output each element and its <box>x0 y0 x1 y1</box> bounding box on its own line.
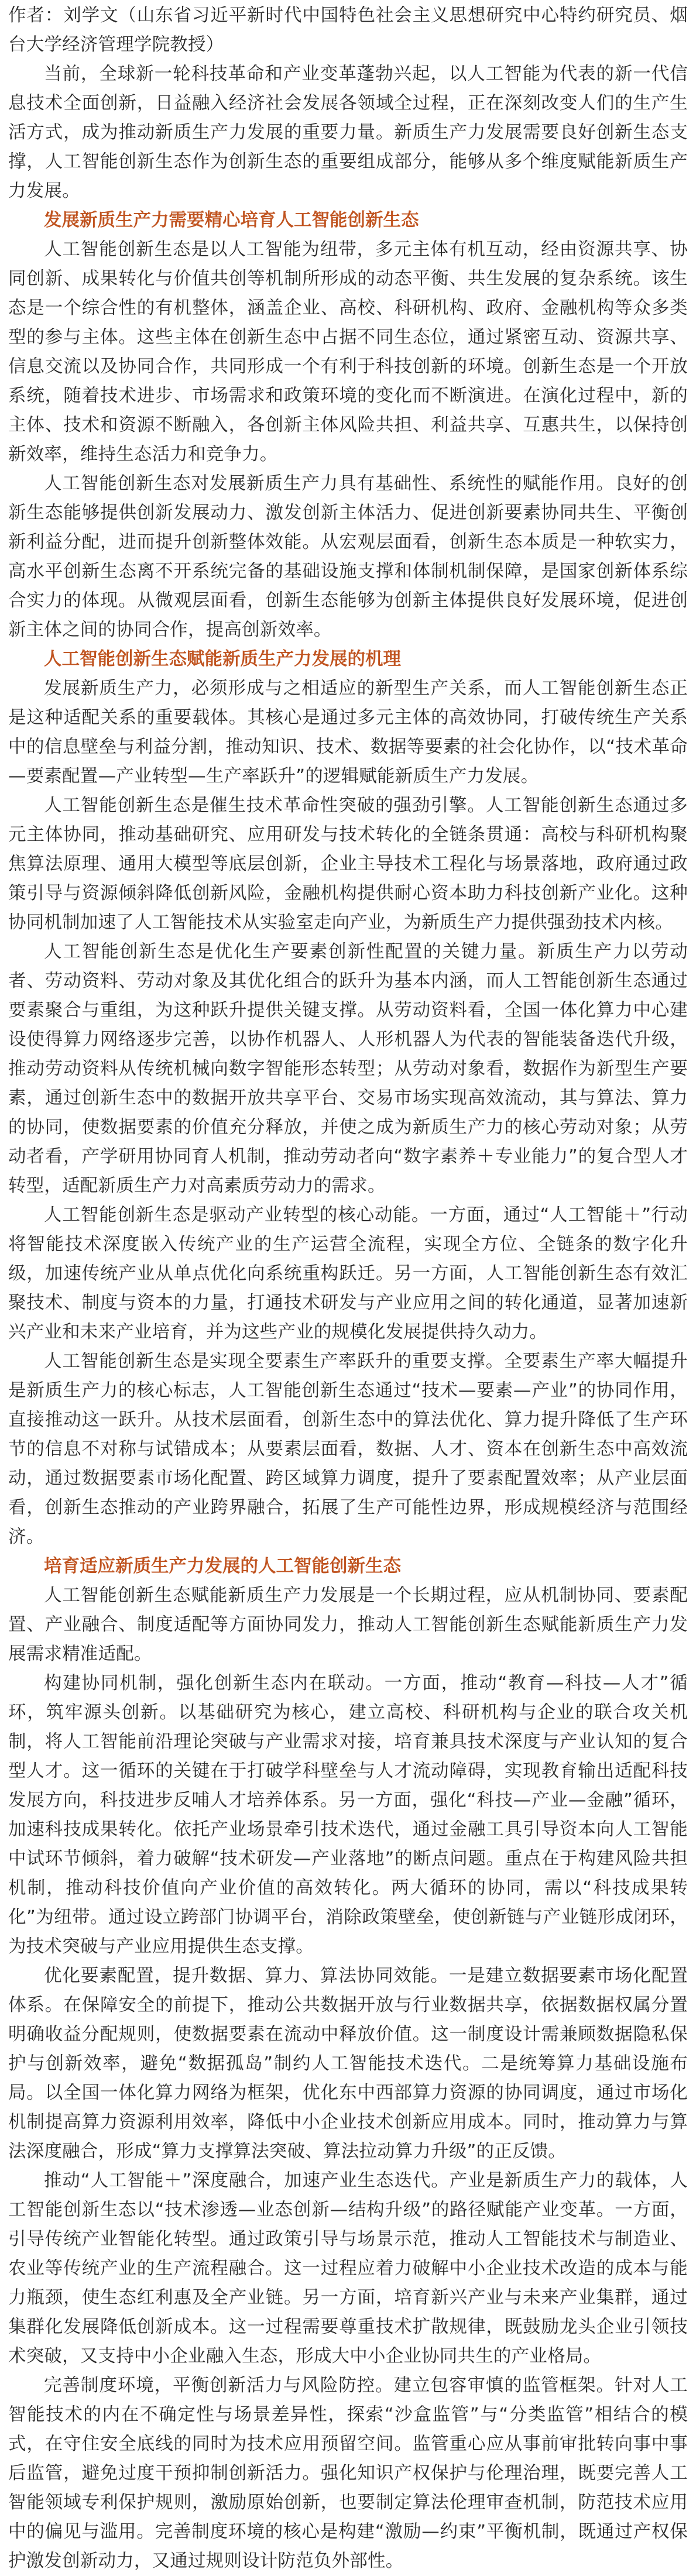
section-heading: 发展新质生产力需要精心培育人工智能创新生态 <box>44 210 419 231</box>
body-paragraph: 人工智能创新生态是优化生产要素创新性配置的关键力量。新质生产力以劳动者、劳动资料、劳动对象及其优化组合的跃升为基本内涵，而人工智能创新生态通过要素聚合与重组，为这种跃升提供关键支撑。从劳动资料看，全国一体化算力中心建设使得算力网络逐步完善，以协作机器人、人形机器人为代表的智能装备迭代升级，推动劳动资料从传统机械向数字智能形态转型；从劳动对象看，数据作为新型生产要素，通过创新生态中的数据开放共享平台、交易市场实现高效流动，其与算法、算力的协同，使数据要素的价值充分释放，并使之成为新质生产力的核心劳动对象；从劳动者看，产学研用协同育人机制，推动劳动者向“数字素养＋专业能力”的复合型人才转型，适配新质生产力对高素质劳动力的需求。 <box>8 942 688 1196</box>
author-line: 作者：刘学文（山东省习近平新时代中国特色社会主义思想研究中心特约研究员、烟台大学经济管理学院教授） <box>8 5 688 55</box>
section-heading: 培育适应新质生产力发展的人工智能创新生态 <box>44 1556 401 1576</box>
body-paragraph: 发展新质生产力，必须形成与之相适应的新型生产关系，而人工智能创新生态正是这种适配关系的重要载体。其核心是通过多元主体的高效协同，打破传统生产关系中的信息壁垒与利益分割，推动知识、技术、数据等要素的社会化协作，以“技术革命—要素配置—产业转型—生产率跃升”的逻辑赋能新质生产力发展。 <box>8 678 688 786</box>
body-paragraph: 构建协同机制，强化创新生态内在联动。一方面，推动“教育—科技—人才”循环，筑牢源头创新。以基础研究为核心，建立高校、科研机构与企业的联合攻关机制，将人工智能前沿理论突破与产业需求对接，培育兼具技术深度与产业认知的复合型人才。这一循环的关键在于打破学科壁垒与人才流动障碍，实现教育输出适配科技发展方向，科技进步反哺人才培养体系。另一方面，强化“科技—产业—金融”循环，加速科技成果转化。依托产业场景牵引技术迭代，通过金融工具引导资本向人工智能中试环节倾斜，着力破解“技术研发—产业落地”的断点问题。重点在于构建风险共担机制，推动科技价值向产业价值的高效转化。两大循环的协同，需以“科技成果转化”为纽带。通过设立跨部门协调平台，消除政策壁垒，使创新链与产业链形成闭环，为技术突破与产业应用提供生态支撑。 <box>8 1673 688 1957</box>
body-paragraph: 人工智能创新生态是驱动产业转型的核心动能。一方面，通过“人工智能＋”行动将智能技术深度嵌入传统产业的生产运营全流程，实现全方位、全链条的数字化升级，加速传统产业从单点优化向系统重构跃迁。另一方面，人工智能创新生态有效汇聚技术、制度与资本的力量，打通技术研发与产业应用之间的转化通道，显著加速新兴产业和未来产业培育，并为这些产业的规模化发展提供持久动力。 <box>8 1205 688 1342</box>
body-paragraph: 完善制度环境，平衡创新活力与风险防控。建立包容审慎的监管框架。针对人工智能技术的内在不确定性与场景差异性，探索“沙盒监管”与“分类监管”相结合的模式，在守住安全底线的同时为技术应用预留空间。监管重心应从事前审批转向事中事后监管，避免过度干预抑制创新活力。强化知识产权保护与伦理治理，既要完善人工智能领域专利保护规则，激励原始创新，也要制定算法伦理审查机制，防范技术应用中的偏见与滥用。完善制度环境的核心是构建“激励—约束”平衡机制，既通过产权保护激发创新动力，又通过规则设计防范负外部性。 <box>8 2375 688 2571</box>
body-paragraph: 人工智能创新生态是催生技术革命性突破的强劲引擎。人工智能创新生态通过多元主体协同，推动基础研究、应用研发与技术转化的全链条贯通：高校与科研机构聚焦算法原理、通用大模型等底层创新，企业主导技术工程化与场景落地，政府通过政策引导与资源倾斜降低创新风险，金融机构提供耐心资本助力科技创新产业化。这种协同机制加速了人工智能技术从实验室走向产业，为新质生产力提供强劲技术内核。 <box>8 795 688 933</box>
section-heading: 人工智能创新生态赋能新质生产力发展的机理 <box>44 649 401 669</box>
body-paragraph: 人工智能创新生态是以人工智能为纽带，多元主体有机互动，经由资源共享、协同创新、成果转化与价值共创等机制所形成的动态平衡、共生发展的复杂系统。该生态是一个综合性的有机整体，涵盖企业、高校、科研机构、政府、金融机构等众多类型的参与主体。这些主体在创新生态中占据不同生态位，通过紧密互动、资源共享、信息交流以及协同合作，共同形成一个有利于科技创新的环境。创新生态是一个开放系统，随着技术进步、市场需求和政策环境的变化而不断演进。在演化过程中，新的主体、技术和资源不断融入，各创新主体风险共担、利益共享、互惠共生，以保持创新效率，维持生态活力和竞争力。 <box>8 239 688 465</box>
body-paragraph: 人工智能创新生态是实现全要素生产率跃升的重要支撑。全要素生产率大幅提升是新质生产力的核心标志，人工智能创新生态通过“技术—要素—产业”的协同作用，直接推动这一跃升。从技术层面看，创新生态中的算法优化、算力提升降低了生产环节的信息不对称与试错成本；从要素层面看，数据、人才、资本在创新生态中高效流动，通过数据要素市场化配置、跨区域算力调度，提升了要素配置效率；从产业层面看，创新生态推动的产业跨界融合，拓展了生产可能性边界，形成规模经济与范围经济。 <box>8 1351 688 1547</box>
body-paragraph: 人工智能创新生态赋能新质生产力发展是一个长期过程，应从机制协同、要素配置、产业融合、制度适配等方面协同发力，推动人工智能创新生态赋能新质生产力发展需求精准适配。 <box>8 1585 688 1664</box>
body-paragraph: 人工智能创新生态对发展新质生产力具有基础性、系统性的赋能作用。良好的创新生态能够提供创新发展动力、激发创新主体活力、促进创新要素协同共生、平衡创新利益分配，进而提升创新整体效能。从宏观层面看，创新生态本质是一种软实力，高水平创新生态离不开系统完备的基础设施支撑和体制机制保障，是国家创新体系综合实力的体现。从微观层面看，创新生态能够为创新主体提供良好发展环境，促进创新主体之间的协同合作，提高创新效率。 <box>8 473 688 640</box>
body-paragraph: 优化要素配置，提升数据、算力、算法协同效能。一是建立数据要素市场化配置体系。在保障安全的前提下，推动公共数据开放与行业数据共享，依据数据权属分置明确收益分配规则，使数据要素在流动中释放价值。这一制度设计需兼顾数据隐私保护与创新效率，避免“数据孤岛”制约人工智能技术迭代。二是统筹算力基础设施布局。以全国一体化算力网络为框架，优化东中西部算力资源的协同调度，通过市场化机制提高算力资源利用效率，降低中小企业技术创新应用成本。同时，推动算力与算法深度融合，形成“算力支撑算法突破、算法拉动算力升级”的正反馈。 <box>8 1966 688 2162</box>
body-paragraph: 当前，全球新一轮科技革命和产业变革蓬勃兴起，以人工智能为代表的新一代信息技术全面创新，日益融入经济社会发展各领域全过程，正在深刻改变人们的生产生活方式，成为推动新质生产力发展的重要力量。新质生产力发展需要良好创新生态支撑，人工智能创新生态作为创新生态的重要组成部分，能够从多个维度赋能新质生产力发展。 <box>8 64 688 201</box>
body-paragraph: 推动“人工智能＋”深度融合，加速产业生态迭代。产业是新质生产力的载体，人工智能创新生态以“技术渗透—业态创新—结构升级”的路径赋能产业变革。一方面，引导传统产业智能化转型。通过政策引导与场景示范，推动人工智能技术与制造业、农业等传统产业的生产流程融合。这一过程应着力破解中小企业技术改造的成本与能力瓶颈，使生态红利惠及全产业链。另一方面，培育新兴产业与未来产业集群，通过集群化发展降低创新成本。这一过程需要尊重技术扩散规律，既鼓励龙头企业引领技术突破，又支持中小企业融入生态，形成大中小企业协同共生的产业格局。 <box>8 2170 688 2367</box>
